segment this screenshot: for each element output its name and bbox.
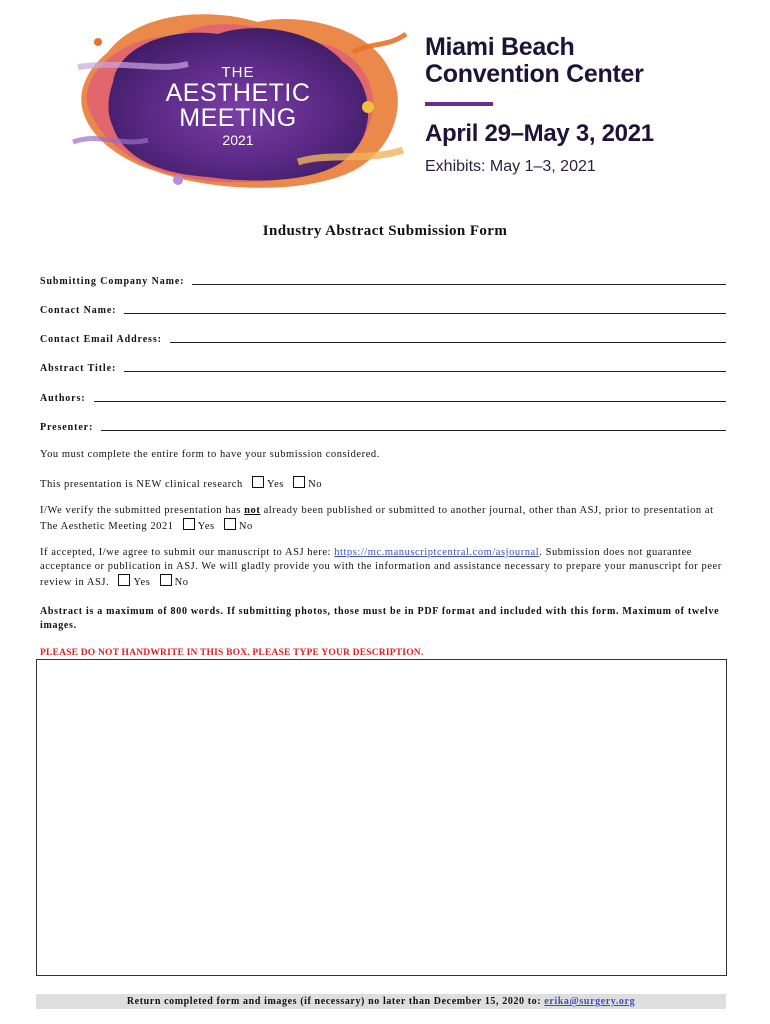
company-name-input[interactable] — [192, 283, 726, 285]
authors-input[interactable] — [94, 400, 726, 402]
abstract-title-field[interactable] — [40, 358, 726, 374]
company-name-field[interactable] — [40, 271, 726, 287]
logo-wordmark — [158, 64, 318, 149]
aesthetic-meeting-logo — [68, 12, 408, 190]
completion-notice: You must complete the entire form to have your submission considered. — [40, 449, 380, 460]
authors-field[interactable] — [40, 388, 726, 404]
presenter-input[interactable] — [101, 429, 726, 431]
new-research-yes-label: Yes — [267, 479, 284, 490]
verify-emphasis: not — [244, 505, 261, 516]
manuscript-link[interactable]: https://mc.manuscriptcentral.com/asjournal — [334, 547, 540, 558]
contact-email-input[interactable] — [170, 341, 726, 343]
verify-text-after: already been published or submitted to another journal, other than ASJ, prior to presentation at The Aesthetic Meeting 2021 — [40, 505, 714, 532]
footer-text: Return completed form and images (if necessary) no later than December 15, 2020 to: — [126, 996, 545, 1007]
manuscript-no-label: No — [174, 577, 189, 588]
return-instructions — [36, 994, 726, 1009]
presenter-label: Presenter: — [40, 422, 94, 433]
verify-yes-label: Yes — [197, 521, 215, 532]
logo-line-year: 2021 — [222, 132, 254, 148]
company-name-label: Submitting Company Name: — [40, 276, 185, 287]
new-research-yes-checkbox[interactable] — [252, 476, 264, 488]
venue-name-line2: Convention Center — [425, 60, 644, 88]
contact-name-input[interactable] — [124, 312, 726, 314]
manuscript-text-before: If accepted, I/we agree to submit our manuscript to ASJ here: — [40, 547, 335, 558]
verify-text-before: I/We verify the submitted presentation has — [40, 505, 245, 516]
event-dates: April 29–May 3, 2021 — [425, 120, 654, 147]
venue-info — [425, 34, 755, 176]
presenter-field[interactable] — [40, 417, 726, 433]
venue-name-line1: Miami Beach — [425, 33, 575, 61]
contact-name-label: Contact Name: — [40, 305, 117, 316]
new-research-no-label: No — [308, 479, 323, 490]
manuscript-yes-label: Yes — [133, 577, 151, 588]
contact-email-field[interactable] — [40, 329, 726, 345]
new-research-text: This presentation is NEW clinical research — [40, 479, 243, 490]
logo-line-aesthetic: AESTHETIC — [165, 79, 311, 107]
new-research-question — [40, 476, 730, 492]
authors-label: Authors: — [40, 393, 86, 404]
contact-email-label: Contact Email Address: — [40, 334, 162, 345]
logo-line-the: THE — [221, 64, 255, 81]
abstract-title-input[interactable] — [124, 370, 726, 372]
manuscript-text-after: . Submission does not guarantee acceptance or publication in ASJ. We will gladly provide you with the information and assistance necessary to prepare your manuscript for peer review in ASJ. — [40, 547, 722, 588]
verify-no-checkbox[interactable] — [224, 518, 236, 530]
abstract-rules: Abstract is a maximum of 800 words. If submitting photos, those must be in PDF format and included with this form. Maximum of twelve images. — [40, 606, 720, 631]
verify-no-label: No — [238, 521, 253, 532]
footer-email-link[interactable]: erika@surgery.org — [544, 996, 636, 1007]
form-title: Industry Abstract Submission Form — [262, 223, 508, 239]
manuscript-question — [40, 546, 730, 590]
verify-question — [40, 504, 730, 534]
abstract-title-label: Abstract Title: — [40, 363, 117, 374]
verify-yes-checkbox[interactable] — [183, 518, 195, 530]
description-textarea[interactable] — [36, 659, 727, 976]
handwriting-warning: PLEASE DO NOT HANDWRITE IN THIS BOX. PLEASE TYPE YOUR DESCRIPTION. — [40, 648, 424, 658]
manuscript-yes-checkbox[interactable] — [118, 574, 130, 586]
new-research-no-checkbox[interactable] — [293, 476, 305, 488]
exhibit-dates: Exhibits: May 1–3, 2021 — [425, 158, 596, 175]
contact-name-field[interactable] — [40, 300, 726, 316]
logo-line-meeting: MEETING — [179, 104, 297, 132]
venue-divider — [425, 102, 493, 106]
manuscript-no-checkbox[interactable] — [160, 574, 172, 586]
